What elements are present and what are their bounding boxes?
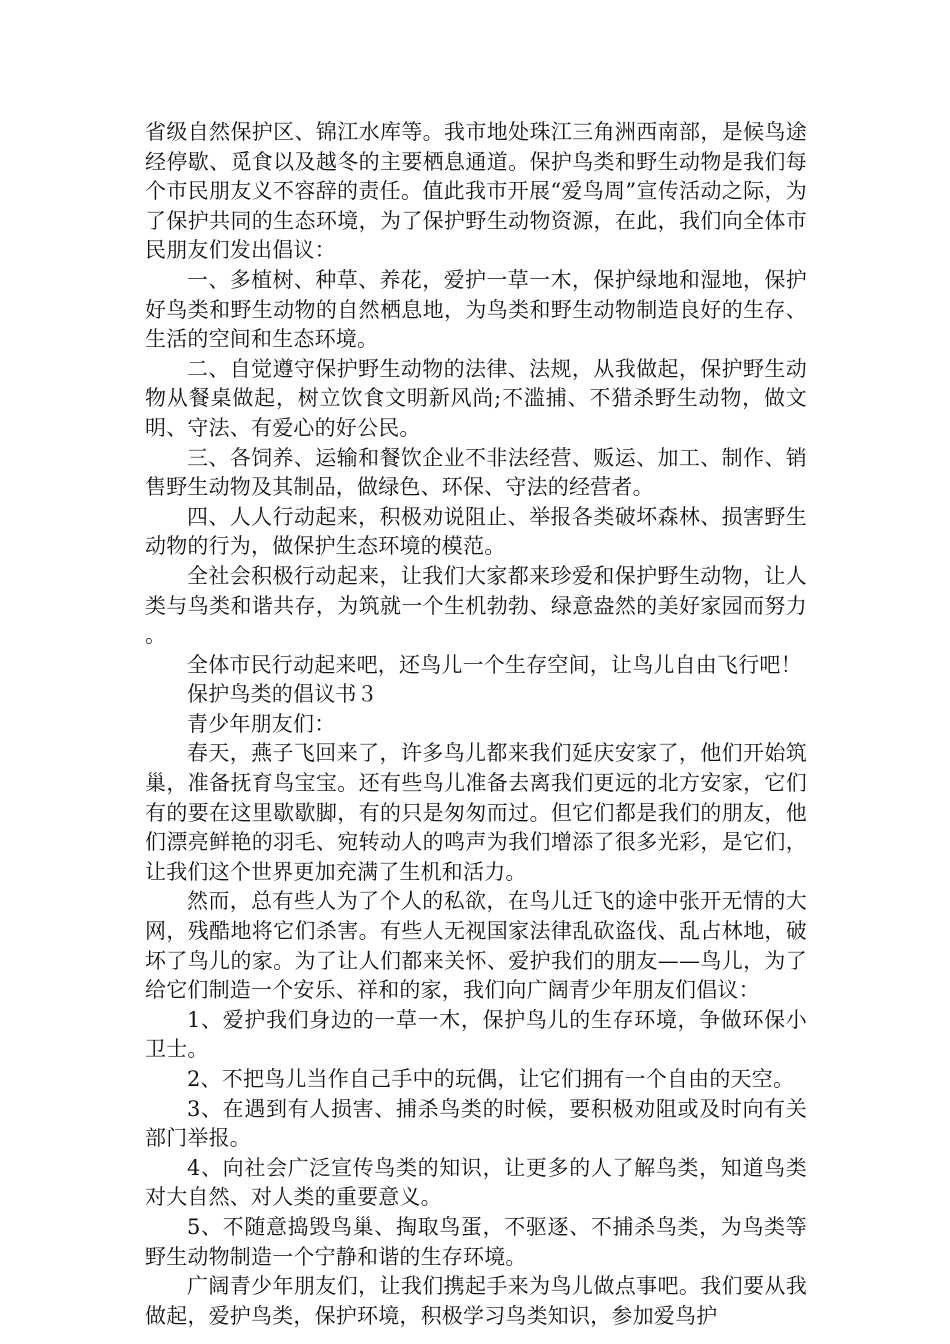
proposal-item-4: 4、向社会广泛宣传鸟类的知识，让更多的人了解鸟类，知道鸟类对大自然、对人类的重要意义。 bbox=[145, 1155, 807, 1210]
paragraph-6: 全社会积极行动起来，让我们大家都来珍爱和保护野生动物，让人类与鸟类和谐共存，为筑就一个生机勃勃、绿意盎然的美好家园而努力。 bbox=[145, 563, 807, 648]
paragraph-2: 一、多植树、种草、养花，爱护一草一木，保护绿地和湿地，保护好鸟类和野生动物的自然栖息地，为鸟类和野生动物制造良好的生存、生活的空间和生态环境。 bbox=[145, 267, 807, 352]
paragraph-1: 省级自然保护区、锦江水库等。我市地处珠江三角洲西南部，是候鸟途经停歇、觅食以及越冬的主要栖息通道。保护鸟类和野生动物是我们每个市民朋友义不容辞的责任。值此我市开展“爱鸟周”宣传活动之际，为了保护共同的生态环境，为了保护野生动物资源，在此，我们向全体市民朋友们发出倡议： bbox=[145, 120, 807, 263]
paragraph-5: 四、人人行动起来，积极劝说阻止、举报各类破坏森林、损害野生动物的行为，做保护生态环境的模范。 bbox=[145, 504, 807, 559]
proposal-item-3: 3、在遇到有人损害、捕杀鸟类的时候，要积极劝阻或及时向有关部门举报。 bbox=[145, 1096, 807, 1151]
paragraph-17: 广阔青少年朋友们，让我们携起手来为鸟儿做点事吧。我们要从我做起，爱护鸟类，保护环境，积极学习鸟类知识，参加爱鸟护 bbox=[145, 1274, 807, 1328]
document-body bbox=[145, 118, 807, 1331]
paragraph-7: 全体市民行动起来吧，还鸟儿一个生存空间，让鸟儿自由飞行吧！ bbox=[187, 652, 802, 677]
salutation: 青少年朋友们： bbox=[187, 711, 336, 736]
paragraph-4: 三、各饲养、运输和餐饮企业不非法经营、贩运、加工、制作、销售野生动物及其制品，做绿色、环保、守法的经营者。 bbox=[145, 445, 807, 500]
paragraph-10: 春天，燕子飞回来了，许多鸟儿都来我们延庆安家了，他们开始筑巢，准备抚育鸟宝宝。还有些鸟儿准备去离我们更远的北方安家，它们有的要在这里歇歇脚，有的只是匆匆而过。但它们都是我们的朋友，他们漂亮鲜艳的羽毛、宛转动人的鸣声为我们增添了很多光彩，是它们，让我们这个世界更加充满了生机和活力。 bbox=[145, 741, 807, 884]
proposal-item-1: 1、爱护我们身边的一草一木，保护鸟儿的生存环境，争做环保小卫士。 bbox=[145, 1007, 807, 1062]
section-heading: 保护鸟类的倡议书３ bbox=[187, 682, 378, 707]
proposal-item-5: 5、不随意捣毁鸟巢、掏取鸟蛋，不驱逐、不捕杀鸟类，为鸟类等野生动物制造一个宁静和谐的生存环境。 bbox=[145, 1214, 807, 1269]
paragraph-3: 二、自觉遵守保护野生动物的法律、法规，从我做起，保护野生动物从餐桌做起，树立饮食文明新风尚;不滥捕、不猎杀野生动物，做文明、守法、有爱心的好公民。 bbox=[145, 356, 807, 440]
paragraph-11: 然而，总有些人为了个人的私欲，在鸟儿迁飞的途中张开无情的大网，残酷地将它们杀害。有些人无视国家法律乱砍盗伐、乱占林地，破坏了鸟儿的家。为了让人们都来关怀、爱护我们的朋友——鸟儿，为了给它们制造一个安乐、祥和的家，我们向广阔青少年朋友们倡议： bbox=[145, 889, 807, 1003]
proposal-item-2: 2、不把鸟儿当作自己手中的玩偶，让它们拥有一个自由的天空。 bbox=[187, 1067, 795, 1091]
